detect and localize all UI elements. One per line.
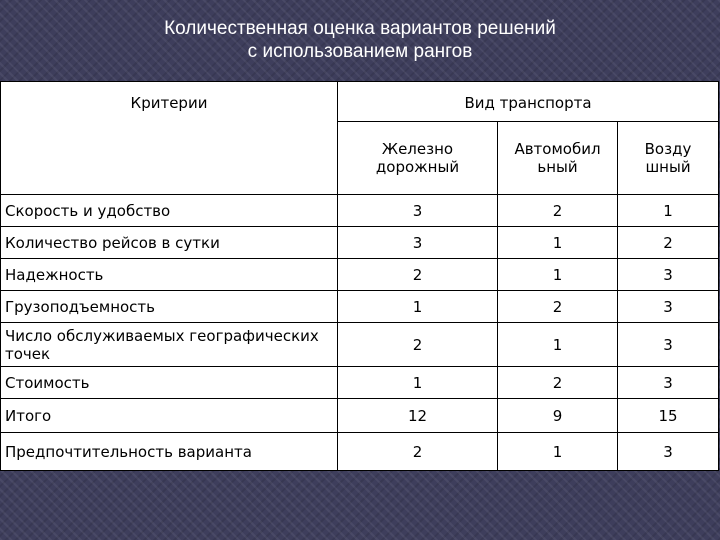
table-row [1, 367, 719, 399]
cell-auto: 1 [498, 227, 618, 259]
row-label: Итого [1, 399, 338, 433]
row-label: Число обслуживаемых географических точек [1, 323, 338, 367]
slide-title [0, 0, 720, 80]
row-label: Предпочтительность варианта [1, 433, 338, 471]
cell-rail: 2 [338, 433, 498, 471]
cell-rail: 2 [338, 323, 498, 367]
row-label: Стоимость [1, 367, 338, 399]
cell-auto: 1 [498, 259, 618, 291]
cell-auto: 2 [498, 367, 618, 399]
cell-rail: 2 [338, 259, 498, 291]
cell-auto: 2 [498, 291, 618, 323]
title-line-1: Количественная оценка вариантов решений [164, 18, 556, 39]
cell-air: 15 [618, 399, 719, 433]
transport-header: Вид транспорта [338, 82, 719, 122]
column-header-auto: Автомобил ьный [498, 122, 618, 195]
cell-air: 3 [618, 367, 719, 399]
row-label: Надежность [1, 259, 338, 291]
cell-air: 3 [618, 433, 719, 471]
table-row [1, 291, 719, 323]
cell-auto: 9 [498, 399, 618, 433]
table-row [1, 227, 719, 259]
cell-auto: 1 [498, 433, 618, 471]
cell-rail: 3 [338, 195, 498, 227]
cell-auto: 1 [498, 323, 618, 367]
table-row [1, 259, 719, 291]
cell-air: 3 [618, 323, 719, 367]
header-row-1 [1, 82, 719, 122]
cell-air: 2 [618, 227, 719, 259]
cell-air: 3 [618, 291, 719, 323]
cell-rail: 1 [338, 291, 498, 323]
table-row [1, 323, 719, 367]
cell-rail: 3 [338, 227, 498, 259]
rank-table [0, 81, 719, 471]
background-band [0, 470, 720, 540]
cell-rail: 12 [338, 399, 498, 433]
cell-air: 3 [618, 259, 719, 291]
rank-table-panel [0, 81, 718, 470]
criteria-header: Критерии [1, 82, 338, 195]
table-row-total [1, 399, 719, 433]
table-row [1, 195, 719, 227]
row-label: Скорость и удобство [1, 195, 338, 227]
table-row-preference [1, 433, 719, 471]
row-label: Количество рейсов в сутки [1, 227, 338, 259]
cell-air: 1 [618, 195, 719, 227]
column-header-rail: Железно дорожный [338, 122, 498, 195]
title-line-2: с использованием рангов [247, 41, 473, 62]
cell-auto: 2 [498, 195, 618, 227]
cell-rail: 1 [338, 367, 498, 399]
row-label: Грузоподъемность [1, 291, 338, 323]
column-header-air: Возду шный [618, 122, 719, 195]
